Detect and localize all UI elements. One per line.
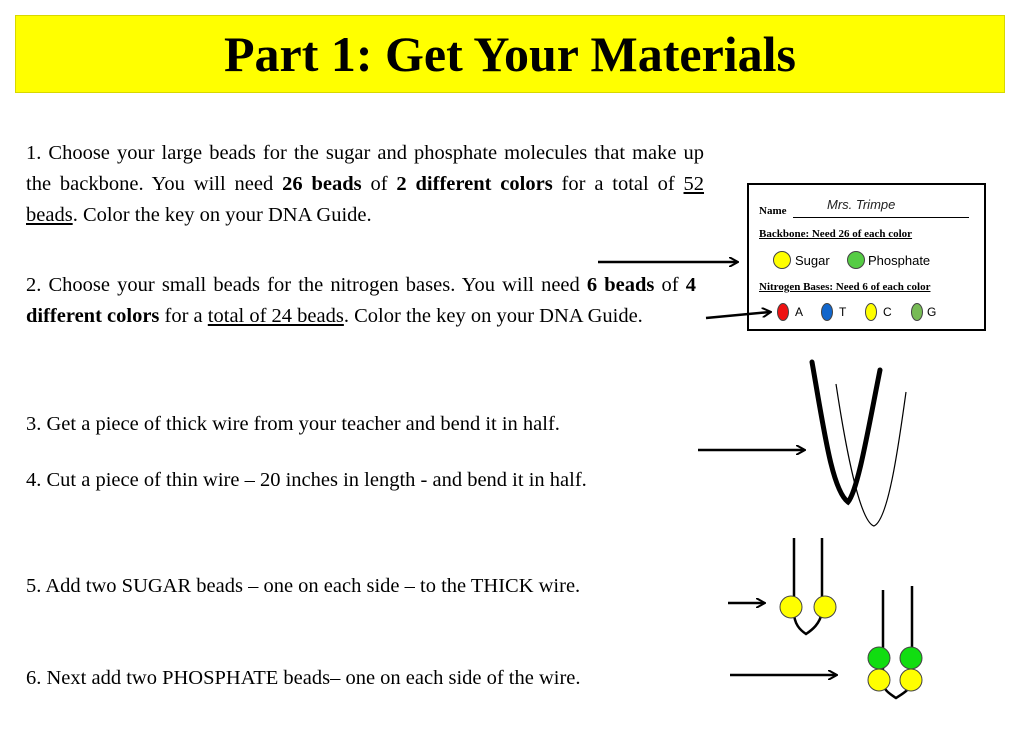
arrow-to-bases-key — [706, 312, 770, 318]
base-t-label: T — [839, 305, 847, 319]
backbone-heading: Backbone: Need 26 of each color — [759, 228, 913, 240]
base-g-label: G — [927, 305, 937, 319]
thick-wire — [812, 362, 880, 502]
step-3: 3. Get a piece of thick wire from your teacher and bend it in half. — [26, 413, 560, 435]
phosphate-bead-right — [900, 647, 922, 669]
step-5: 5. Add two SUGAR beads – one on each side – to the THICK wire. — [26, 575, 581, 597]
phosphate-bead-left — [868, 647, 890, 669]
step-2: 2. Choose your small beads for the nitrogen bases. You will need 6 beads of 4 different colors for a total of 24 beads. Color the key on your DNA Guide. — [26, 274, 696, 327]
name-value: Mrs. Trimpe — [827, 197, 896, 212]
sugar-bead-right — [814, 596, 836, 618]
step-1: 1. Choose your large beads for the sugar and phosphate molecules that make up the backbone. You will need 26 beads of 2 different colors for a total of 52 beads. Color the key on your DNA Guide. — [26, 142, 705, 226]
bases-heading: Nitrogen Bases: Need 6 of each color — [759, 281, 931, 293]
page-title: Part 1: Get Your Materials — [223, 26, 797, 82]
step-6: 6. Next add two PHOSPHATE beads– one on each side of the wire. — [26, 667, 581, 689]
base-c-label: C — [883, 305, 892, 319]
sugar-bead-lower-right — [900, 669, 922, 691]
base-a-label: A — [795, 305, 804, 319]
sugar-wire — [794, 538, 822, 634]
phosphate-label: Phosphate — [868, 253, 931, 268]
sugar-bead-lower-left — [868, 669, 890, 691]
sugar-label: Sugar — [795, 253, 830, 268]
sugar-bead-left — [780, 596, 802, 618]
step-4: 4. Cut a piece of thin wire – 20 inches in length - and bend it in half. — [26, 469, 587, 491]
name-label: Name — [759, 205, 787, 217]
